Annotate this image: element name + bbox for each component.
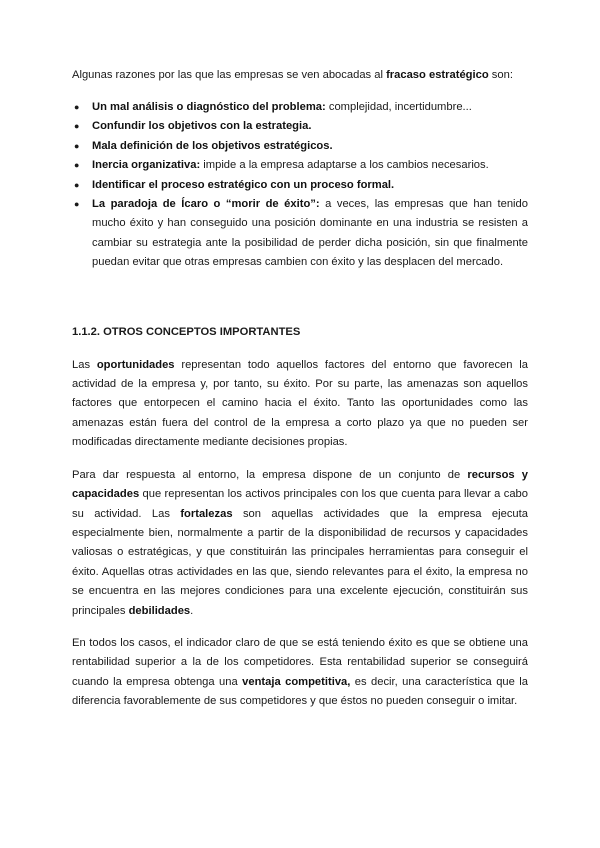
- list-item: [72, 156, 528, 175]
- list-item: [72, 176, 528, 195]
- paragraph-text: que representan los activos principales con los que cuenta para llevar a cabo su actividad. Las: [72, 488, 528, 520]
- document-page: [72, 66, 528, 725]
- bold-term-fortalezas: fortalezas: [180, 507, 233, 520]
- list-item-bold: Confundir los objetivos con la estrategia.: [92, 120, 312, 133]
- bold-term-debilidades: debilidades: [128, 604, 191, 617]
- bullet-icon: ●: [74, 121, 80, 132]
- list-item-text: complejidad, incertidumbre...: [325, 101, 472, 113]
- paragraph-ventaja: [72, 634, 528, 712]
- bold-term-oportunidades: oportunidades: [96, 358, 175, 371]
- intro-paragraph: [72, 66, 528, 85]
- bullet-icon: ●: [74, 160, 80, 171]
- intro-text-end: son:: [488, 69, 513, 81]
- bullet-icon: ●: [74, 102, 80, 112]
- list-item: [72, 98, 528, 117]
- bullet-icon: ●: [74, 179, 80, 190]
- list-item: [72, 195, 528, 273]
- list-item-bold: Un mal análisis o diagnóstico del problema:: [92, 101, 326, 113]
- bold-term-recursos: recursos y capacidades: [72, 468, 528, 501]
- bullet-icon: ●: [74, 199, 80, 210]
- paragraph-recursos: [72, 466, 528, 621]
- intro-bold-term: fracaso estratégico: [386, 69, 489, 81]
- paragraph-text: Para dar respuesta al entorno, la empresa dispone de un conjunto de: [72, 468, 468, 481]
- list-item: [72, 137, 528, 156]
- reasons-list: [72, 98, 528, 273]
- paragraph-text: En todos los casos, el indicador claro de que se está teniendo éxito es que se obtiene una rentabilidad superior a la de los competidores. Esta rentabilidad superior se conseguirá cuando la empresa obtenga una: [72, 636, 528, 688]
- paragraph-text: son aquellas actividades que la empresa ejecuta especialmente bien, normalmente a partir de la disponibilidad de recursos y capacidades valiosas o estratégicas, y que constituirán las principales herramientas para conseguir el éxito. Aquellas otras actividades en las que, siendo relevantes para el éxito, la empresa no se encuentra en las mejores condiciones para una excelente ejecución, constituirán sus principales: [72, 507, 528, 617]
- intro-text: Algunas razones por las que las empresas se ven abocadas al: [72, 69, 387, 81]
- list-item-bold: Mala definición de los objetivos estratégicos.: [92, 139, 333, 152]
- list-item-bold: La paradoja de Ícaro o “morir de éxito”:: [92, 198, 320, 211]
- paragraph-text: representan todo aquellos factores del entorno que favorecen la actividad de la empresa y, por tanto, su éxito. Por su parte, las amenazas son aquellos factores que entorpecen el camino hacia el éxito. Tanto las oportunidades como las amenazas están fuera del control de la empresa a corto plazo ya que no pueden ser modificadas directamente mediante decisiones propias.: [72, 358, 528, 449]
- list-item-text: a veces, las empresas que han tenido mucho éxito y han conseguido una posición dominante en una industria se resisten a cambiar su estrategia ante la posibilidad de perder dicha posición, sin que finalmente puedan evitar que otras empresas cambien con éxito y las desplacen del mercado.: [92, 198, 528, 269]
- bold-term-ventaja: ventaja competitiva,: [242, 675, 351, 688]
- paragraph-text: Las: [72, 358, 97, 371]
- paragraph-text: es decir, una característica que la diferencia favorablemente de sus competidores y que éstos no pueden conseguir o imitar.: [72, 675, 528, 708]
- list-item-text: impide a la empresa adaptarse a los cambios necesarios.: [200, 159, 489, 172]
- section-heading: 1.1.2. OTROS CONCEPTOS IMPORTANTES: [72, 325, 301, 338]
- paragraph-text: .: [190, 604, 194, 617]
- list-item-bold: Identificar el proceso estratégico con un proceso formal.: [92, 178, 395, 191]
- paragraph-oportunidades: [72, 356, 528, 453]
- list-item-bold: Inercia organizativa:: [92, 159, 201, 172]
- list-item: [72, 117, 528, 136]
- bullet-icon: ●: [74, 140, 80, 151]
